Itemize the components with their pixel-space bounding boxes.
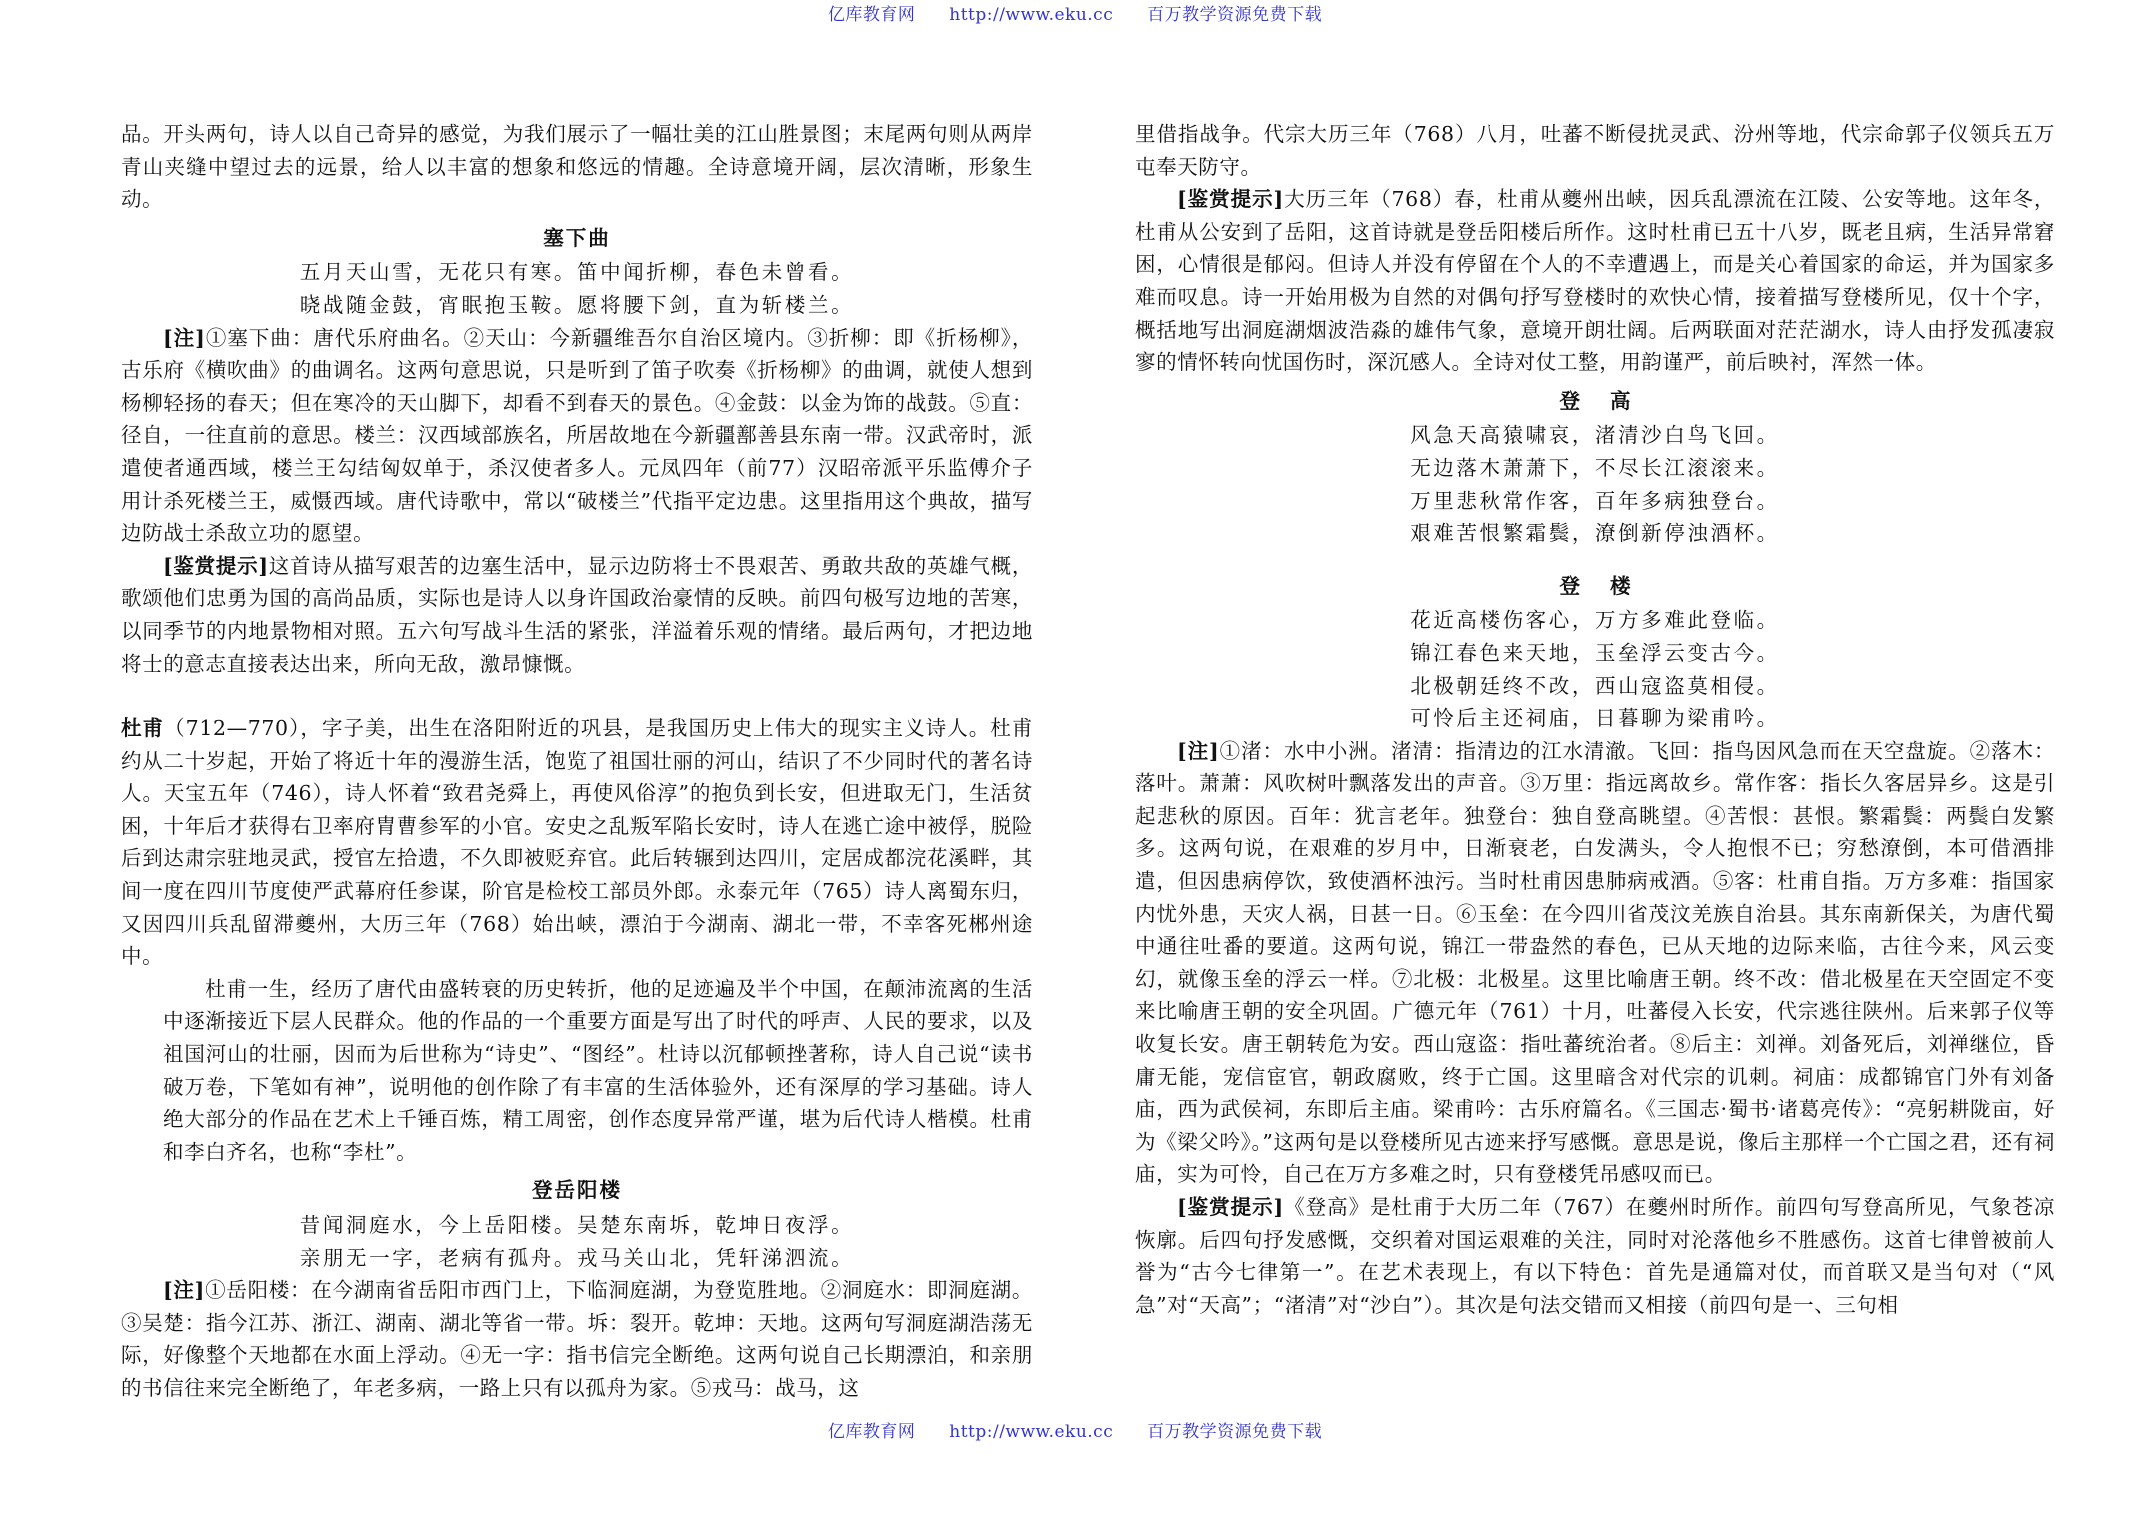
note-text: ①塞下曲：唐代乐府曲名。②天山：今新疆维吾尔自治区境内。③折柳：即《折杨柳》，古乐府《横吹曲》的曲调名。这两句意思说，只是听到了笛子吹奏《折杨柳》的曲调，就使人想到杨柳轻扬的春天；但在寒冷的天山脚下，却看不到春天的景色。④金鼓：以金为饰的战鼓。⑤直：径自，一往直前的意思。楼兰：汉西域部族名，所居故地在今新疆鄯善县东南一带。汉武帝时，派遣使者通西域，楼兰王勾结匈奴单于，杀汉使者多人。元凤四年（前77）汉昭帝派平乐监傅介子用计杀死楼兰王，威慑西域。唐代诗歌中，常以“破楼兰”代指平定边患。这里指用这个典故，描写边防战士杀敌立功的愿望。 xyxy=(121,325,1033,546)
poem-title-saixiaqu: 塞下曲 xyxy=(543,225,611,250)
author-bio-text-2: 杜甫一生，经历了唐代由盛转衰的历史转折，他的足迹遍及半个中国，在颠沛流离的生活中逐渐接近下层人民群众。他的作品的一个重要方面是写出了时代的呼声、人民的要求，以及祖国河山的壮丽，因而为后世称为“诗史”、“图经”。杜诗以沉郁顿挫著称，诗人自己说“读书破万卷，下笔如有神”，说明他的创作除了有丰富的生活体验外，还有深厚的学习基础。诗人绝大部分的作品在艺术上千锤百炼，精工周密，创作态度异常严谨，堪为后代诗人楷模。杜甫和李白齐名，也称“李杜”。 xyxy=(163,976,1033,1164)
appreciation-tag: [鉴赏提示] xyxy=(1177,187,1284,212)
appreciation-tag: [鉴赏提示] xyxy=(163,553,269,578)
note-tag: [注] xyxy=(163,1278,205,1303)
intro-paragraph: 品。开头两句，诗人以自己奇异的感觉，为我们展示了一幅壮美的江山胜景图；末尾两句则从两岸青山夹缝中望过去的远景，给人以丰富的想象和悠远的情趣。全诗意境开阔，层次清晰，形象生动。 xyxy=(121,122,1033,212)
site-name: 亿库教育网 xyxy=(827,5,916,25)
right-column xyxy=(1135,118,2055,1321)
appreciation-paragraph xyxy=(1135,183,2055,379)
poem-line: 亲朋无一字，老病有孤舟。戎马关山北，凭轩涕泗流。 xyxy=(299,1245,855,1270)
author-bio-text: （712—770），字子美，出生在洛阳附近的巩县，是我国历史上伟大的现实主义诗人。杜甫约从二十岁起，开始了将近十年的漫游生活，饱览了祖国壮丽的河山，结识了不少同时代的著名诗人。天宝五年（746），诗人怀着“致君尧舜上，再使风俗淳”的抱负到长安，但进取无门，生活贫困，十年后才获得右卫率府胄曹参军的小官。安史之乱叛军陷长安时，诗人在逃亡途中被俘，脱险后到达肃宗驻地灵武，授官左拾遗，不久即被贬弃官。此后转辗到达四川，定居成都浣花溪畔，其间一度在四川节度使严武幕府任参谋，阶官是检校工部员外郎。永泰元年（765）诗人离蜀东归，又因四川兵乱留滞夔州，大历三年（768）始出峡，漂泊于今湖南、湖北一带，不幸客死郴州途中。 xyxy=(121,716,1033,969)
poem-line: 北极朝廷终不改，西山寇盗莫相侵。 xyxy=(1410,673,1780,698)
appreciation-tag: [鉴赏提示] xyxy=(1177,1195,1284,1219)
poem-line: 艰难苦恨繁霜鬓，潦倒新停浊酒杯。 xyxy=(1410,521,1780,546)
poem-title-denglou: 登楼 xyxy=(1559,573,1661,598)
poem-title-dengyueyanglou: 登岳阳楼 xyxy=(532,1178,622,1203)
appreciation-text: 大历三年（768）春，杜甫从夔州出峡，因兵乱漂流在江陵、公安等地。这年冬，杜甫从公安到了岳阳，这首诗就是登岳阳楼后所作。这时杜甫已五十八岁，既老且病，生活异常窘困，心情很是郁闷。但诗人并没有停留在个人的不幸遭遇上，而是关心着国家的命运，并为国家多难而叹息。诗一开始用极为自然的对偶句抒写登楼时的欢快心情，接着描写登楼所见，仅十个字，概括地写出洞庭湖烟波浩淼的雄伟气象，意境开朗壮阔。后两联面对茫茫湖水，诗人由抒发孤凄寂寥的情怀转向忧国伤时，深沉感人。全诗对仗工整，用韵谨严，前后映衬，浑然一体。 xyxy=(1135,187,2056,375)
site-name: 亿库教育网 xyxy=(827,1422,916,1442)
site-url-link[interactable]: http://www.eku.cc xyxy=(949,1422,1114,1442)
note-tag: [注] xyxy=(1177,738,1220,763)
poem-line: 锦江春色来天地，玉垒浮云变古今。 xyxy=(1410,640,1780,665)
poem-line: 无边落木萧萧下，不尽长江滚滚来。 xyxy=(1410,455,1780,480)
author-bio-paragraph-2 xyxy=(121,973,1033,1169)
appreciation-paragraph xyxy=(1135,1191,2055,1321)
section-gap xyxy=(1135,550,2055,564)
author-name: 杜甫 xyxy=(121,716,165,741)
note-tag: [注] xyxy=(163,325,206,350)
footer-banner xyxy=(0,1417,2150,1442)
poem-line: 万里悲秋常作客，百年多病独登台。 xyxy=(1410,488,1780,513)
note-text: ①岳阳楼：在今湖南省岳阳市西门上，下临洞庭湖，为登览胜地。②洞庭水：即洞庭湖。③吴楚：指今江苏、浙江、湖南、湖北等省一带。坼：裂开。乾坤：天地。这两句写洞庭湖浩荡无际，好像整个天地都在水面上浮动。④无一字：指书信完全断绝。这两句说自己长期漂泊，和亲朋的书信往来完全断绝了，年老多病，一路上只有以孤舟为家。⑤戎马：战马，这 xyxy=(121,1278,1033,1400)
note-text: ①渚：水中小洲。渚清：指清边的江水清澈。飞回：指鸟因风急而在天空盘旋。②落木：落叶。萧萧：风吹树叶飘落发出的声音。③万里：指远离故乡。常作客：指长久客居异乡。这是引起悲秋的原因。百年：犹言老年。独登台：独自登高眺望。④苦恨：甚恨。繁霜鬓：两鬓白发繁多。这两句说，在艰难的岁月中，日渐衰老，白发满头，令人抱恨不已；穷愁潦倒，本可借酒排遣，但因患病停饮，致使酒杯浊污。当时杜甫因患肺病戒酒。⑤客：杜甫自指。万方多难：指国家内忧外患，天灾人祸，日甚一日。⑥玉垒：在今四川省茂汶羌族自治县。其东南新保关，为唐代蜀中通往吐番的要道。这两句说，锦江一带盎然的春色，已从天地的边际来临，古往今来，风云变幻，就像玉垒的浮云一样。⑦北极：北极星。这里比喻唐王朝。终不改：借北极星在天空固定不变来比喻唐王朝的安全巩固。广德元年（761）十月，吐蕃侵入长安，代宗逃往陕州。后来郭子仪等收复长安。唐王朝转危为安。西山寇盗：指吐蕃统治者。⑧后主：刘禅。刘备死后，刘禅继位，昏庸无能，宠信宦官，朝政腐败，终于亡国。这里暗含对代宗的讥刺。祠庙：成都锦官门外有刘备庙，西为武侯祠，东即后主庙。梁甫吟：古乐府篇名。《三国志·蜀书·诸葛亮传》：“亮躬耕陇亩，好为《梁父吟》。”这两句是以登楼所见古迹来抒写感慨。意思是说，像后主那样一个亡国之君，还有祠庙，实为可怜，自己在万方多难之时，只有登楼凭吊感叹而已。 xyxy=(1135,738,2055,1187)
header-banner xyxy=(0,0,2150,25)
site-slogan: 百万教学资源免费下载 xyxy=(1147,1422,1323,1442)
site-slogan: 百万教学资源免费下载 xyxy=(1147,5,1323,25)
appreciation-paragraph xyxy=(121,550,1033,680)
poem-line: 昔闻洞庭水，今上岳阳楼。吴楚东南坼，乾坤日夜浮。 xyxy=(299,1213,855,1237)
appreciation-text: 这首诗从描写艰苦的边塞生活中，显示边防将士不畏艰苦、勇敢共敌的英雄气概，歌颂他们忠勇为国的高尚品质，实际也是诗人以身许国政治豪情的反映。前四句极写边地的苦寒，以同季节的内地景物相对照。五六句写战斗生活的紧张，洋溢着乐观的情绪。最后两句，才把边地将士的意志直接表达出来，所向无敌，激昂慷慨。 xyxy=(121,553,1033,676)
note-paragraph xyxy=(1135,735,2055,1191)
poem-line: 可怜后主还祠庙，日暮聊为梁甫吟。 xyxy=(1410,706,1780,731)
appreciation-text: 《登高》是杜甫于大历二年（767）在夔州时所作。前四句写登高所见，气象苍凉恢廓。后四句抒发感慨，交织着对国运艰难的关注，同时对沦落他乡不胜感伤。这首七律曾被前人誉为“古今七律第一”。在艺术表现上，有以下特色：首先是通篇对仗，而首联又是当句对（“风急”对“天高”；“渚清”对“沙白”）。其次是句法交错而又相接（前四句是一、三句相 xyxy=(1135,1195,2056,1317)
left-column xyxy=(121,118,1033,1405)
note-paragraph xyxy=(121,1274,1033,1404)
poem-line: 风急天高猿啸哀，渚清沙白鸟飞回。 xyxy=(1410,423,1780,448)
poem-title-denggao: 登高 xyxy=(1559,388,1661,413)
note-paragraph xyxy=(121,322,1033,550)
site-url-link[interactable]: http://www.eku.cc xyxy=(949,5,1114,25)
author-bio-paragraph xyxy=(121,712,1033,973)
continuation-paragraph: 里借指战争。代宗大历三年（768）八月，吐蕃不断侵扰灵武、汾州等地，代宗命郭子仪领兵五万屯奉天防守。 xyxy=(1135,122,2055,179)
poem-line: 晓战随金鼓，宵眠抱玉鞍。愿将腰下剑，直为斩楼兰。 xyxy=(299,292,855,317)
poem-line: 花近高楼伤客心，万方多难此登临。 xyxy=(1410,608,1780,633)
poem-line: 五月天山雪，无花只有寒。笛中闻折柳，春色未曾看。 xyxy=(299,260,855,285)
section-gap xyxy=(121,680,1033,712)
